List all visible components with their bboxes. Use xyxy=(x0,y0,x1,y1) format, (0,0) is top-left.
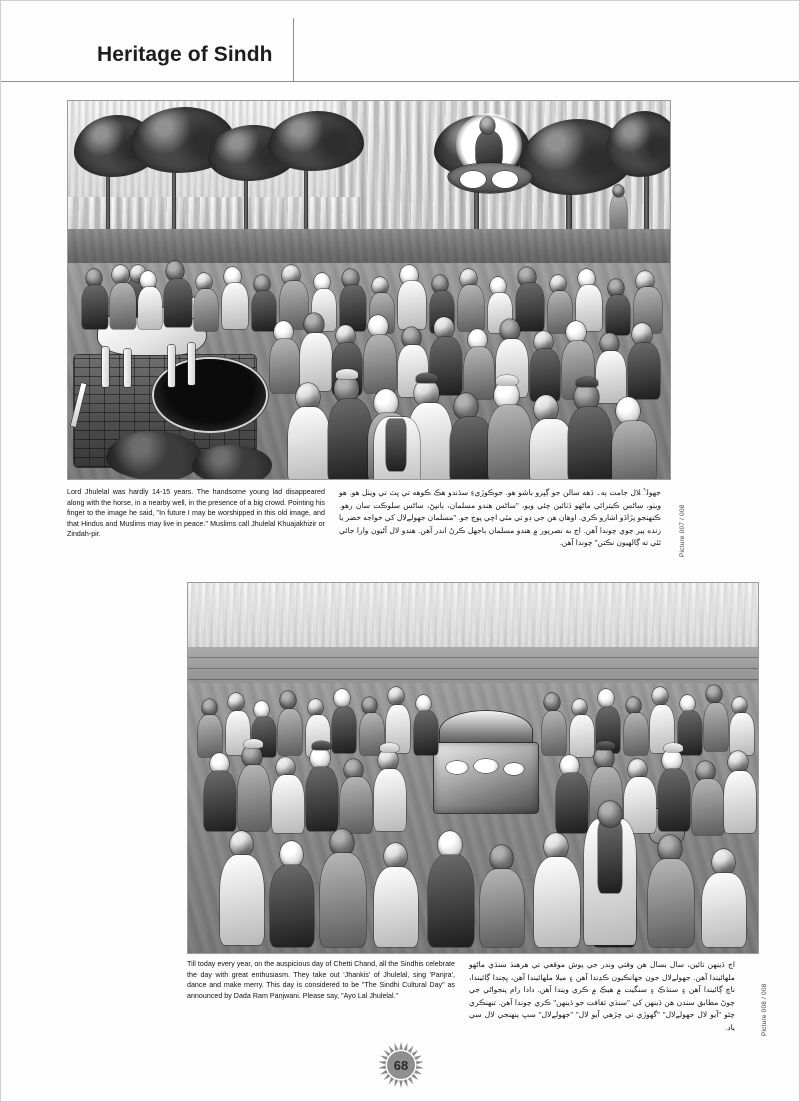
page-number-badge xyxy=(373,1037,429,1093)
picture-reference-1: Picture 007 / 008 xyxy=(679,504,686,557)
caption-english-1: Lord Jhulelal was hardly 14-15 years. The handsome young lad disappeared along with the horse, in a nearby well, in the presence of a big crowd. Pointing his finger to the image he said, "In future I may be worshipped in this old image, and that Hindus and Muslims may live in peace." Muslims call Jhulelal Khuajakhizir or Zindah-pir. xyxy=(67,488,325,539)
devotee-waistcoat xyxy=(386,419,406,471)
illustration-jhulelal-well xyxy=(67,100,671,480)
jhulelal-head xyxy=(480,117,495,134)
standing-observer-head xyxy=(613,185,624,197)
kurta-man-head xyxy=(598,801,622,827)
page-header xyxy=(1,1,800,82)
header-horizontal-rule xyxy=(1,81,800,82)
page-number: 68 xyxy=(393,1057,409,1073)
page-title: Heritage of Sindh xyxy=(97,43,273,66)
fish-body-highlight xyxy=(460,171,486,188)
caption-english-2: Till today every year, on the auspicious day of Chetti Chand, all the Sindhis celebrate the day with great enthusiasm. They take out 'Jhankis' of Jhulelal, sing 'Panjra', dance and make merry. This day is considered to be "The Sindhi Cultural Day" as announced by Dada Ram Panjwani. Please say, "Ayo Lal Jhulelal." xyxy=(187,960,455,1000)
figure-chetti-chand-procession xyxy=(187,582,759,954)
crowd xyxy=(188,669,759,954)
kurta-man-waistcoat xyxy=(598,821,622,893)
picture-reference-2: Picture 008 / 008 xyxy=(761,983,768,1036)
caption-sindhi-2: اڄ ڏينهن تائين، سال بسال هن وقتي وندر جي پوش موقعي تي هرهنڌ سنڌي ماڻهو ملهائيندا آهن. جھولےلال جون جھانڪيون ڪڍندا آهن ۽ ميلا ملهائيندا آهن، ڀڄندا ڳائيندا، ناچ ڳائيندا آهن ۽ سنڌڪ ۽ سنگيت ۾ هيڪ ۾ ڪري ويندا آهن. دادا رام پنجواڻي جي چوڻ مطابق سندن هن ڏينهن کي "سنڌي ثقافت جو ڏينهن" ڪري چوندا آهن. تنھنڪري چئو "آيو لال جھولےلال" "گھوڙي تي چڙهي آيو لال" "جھولےلال" سڀ پنهنجي لال سي ياد. xyxy=(469,960,735,1032)
header-vertical-rule xyxy=(293,18,294,82)
illustration-chetti-chand-procession xyxy=(187,582,759,954)
crowd xyxy=(68,251,671,480)
caption-sindhi-1: جھولેلال ڄامت ٻه۔ ڏهه سالن جو ڳڀرو باشو هو. جوڪوڙيءِ سڏندو هڪ ڪوهه تي ڀٽ تي ويٺل ھو. ھو ويٺو، ساڻس ڪيترائي ماڻهو ڏٺائين چئي ويو، "ساڻس هندو مسلمان، ٻانڀڻ، ساڻس سلوڪت سان رهو. ڪنهنجو پڙاڏو اشارو ڪري. اوهان هن جي ڊو تي مٿي اچي پوڄ جو. "مسلمان جھولےلال کي خواجه خضر يا زنده پير چوي چوندا آھن. اڄ به نصرپور ۾ هندو مسلمان ٻاجھل ڪرڻ اندر آھن. هندو لال آڻيون وارا جائي ٿئي ته ڳالهيون نڪتن" چوندا آهن. xyxy=(339,488,661,548)
caption-figure-1 xyxy=(67,487,759,550)
figure-jhulelal-well xyxy=(67,100,671,480)
fish-body-highlight xyxy=(492,171,518,188)
caption-figure-2 xyxy=(187,959,759,1035)
